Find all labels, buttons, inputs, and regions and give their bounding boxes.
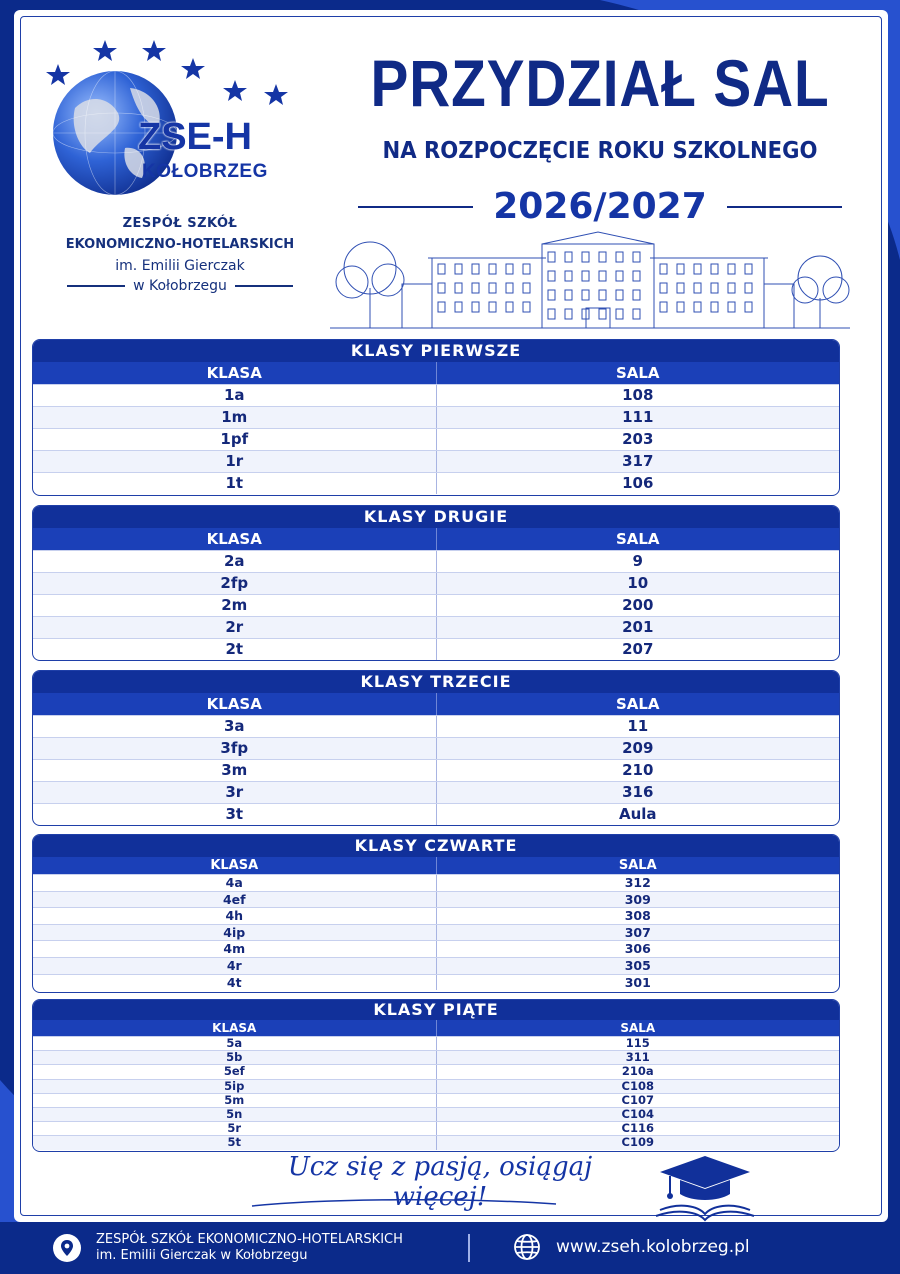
footer-address [96, 1232, 403, 1264]
section-title: KLASY PIĄTE [33, 1000, 839, 1020]
cell-klasa: 2a [33, 551, 437, 572]
table-header [33, 528, 839, 550]
cell-klasa: 1a [33, 385, 437, 406]
table-row [33, 924, 839, 941]
cell-klasa: 4a [33, 875, 437, 891]
cell-sala: 10 [627, 574, 649, 592]
cell-klasa: 1t [33, 473, 437, 494]
cell-sala: 312 [624, 875, 651, 890]
table-header [33, 362, 839, 384]
globe-web-icon [512, 1232, 542, 1262]
cell-klasa: 2fp [33, 573, 437, 594]
school-name [50, 216, 310, 294]
footer-address-line1: ZESPÓŁ SZKÓŁ EKONOMICZNO-HOTELARSKICH [96, 1232, 403, 1247]
footer-address-line2: im. Emilii Gierczak w Kołobrzegu [96, 1248, 308, 1263]
graduation-cap-icon [650, 1150, 760, 1222]
cell-klasa: 5ef [33, 1065, 437, 1078]
column-header-sala: SALA [615, 695, 660, 713]
table-row [33, 1093, 839, 1107]
section-title: KLASY TRZECIE [33, 671, 839, 693]
section-title: KLASY PIERWSZE [33, 340, 839, 362]
table-row [33, 803, 839, 825]
cell-klasa: 5a [33, 1037, 437, 1050]
cell-sala: 106 [622, 474, 654, 492]
cell-sala: 311 [625, 1050, 650, 1065]
section-klasy-trzecie [32, 670, 840, 826]
cell-klasa: 3r [33, 782, 437, 803]
logo-city: KOŁOBRZEG [142, 161, 268, 182]
table-row [33, 1121, 839, 1135]
column-header-klasa: KLASA [33, 1020, 437, 1036]
cell-klasa: 4ef [33, 892, 437, 908]
table-row [33, 1079, 839, 1093]
cell-sala: 306 [624, 941, 651, 957]
cell-sala: 111 [622, 408, 654, 426]
school-name-line1: ZESPÓŁ SZKÓŁ [122, 216, 238, 231]
cell-sala: 308 [624, 908, 651, 924]
building-illustration [310, 228, 858, 332]
table-body [33, 715, 839, 825]
table-row [33, 594, 839, 616]
table-row [33, 1050, 839, 1064]
cell-klasa: 4ip [33, 925, 437, 941]
table-row [33, 907, 839, 924]
table-row [33, 940, 839, 957]
section-klasy-czwarte [32, 834, 840, 993]
cell-sala: 203 [622, 430, 654, 448]
column-header-sala: SALA [618, 858, 657, 873]
year-row [330, 186, 870, 227]
cell-sala: 301 [624, 974, 651, 990]
cell-sala: 200 [622, 596, 654, 614]
table-row [33, 406, 839, 428]
footer-divider [468, 1234, 470, 1262]
table-row [33, 450, 839, 472]
table-row [33, 874, 839, 891]
table-row [33, 1064, 839, 1078]
cell-klasa: 1pf [33, 429, 437, 450]
tree-icon [336, 242, 404, 328]
school-name-line2: EKONOMICZNO-HOTELARSKICH [65, 237, 295, 252]
table-row [33, 957, 839, 974]
table-header [33, 857, 839, 874]
column-header-sala: SALA [615, 364, 660, 382]
table-row [33, 384, 839, 406]
cell-sala: C116 [621, 1121, 654, 1136]
cell-sala: 317 [622, 452, 654, 470]
divider [727, 206, 842, 208]
table-row [33, 428, 839, 450]
cell-klasa: 4r [33, 958, 437, 974]
school-logo [30, 28, 330, 318]
location-pin-icon [52, 1233, 82, 1263]
table-row [33, 737, 839, 759]
table-header [33, 693, 839, 715]
cell-klasa: 2r [33, 617, 437, 638]
footer-website-link[interactable]: www.zseh.kolobrzeg.pl [556, 1237, 750, 1257]
slogan: Ucz się z pasją, osiągaj więcej! [287, 1152, 593, 1212]
cell-klasa: 5t [33, 1136, 437, 1149]
cell-klasa: 2t [33, 639, 437, 660]
cell-klasa: 3t [33, 804, 437, 825]
cell-sala: 201 [622, 618, 654, 636]
cell-sala: 209 [622, 739, 654, 757]
column-header-klasa: KLASA [33, 528, 437, 550]
cell-klasa: 4m [33, 941, 437, 957]
page-subtitle: NA ROZPOCZĘCIE ROKU SZKOLNEGO [382, 138, 818, 164]
cell-sala: 9 [632, 552, 643, 570]
column-header-klasa: KLASA [33, 362, 437, 384]
page-title: PRZYDZIAŁ SAL [370, 46, 830, 120]
column-header-sala: SALA [620, 1021, 656, 1035]
table-row [33, 781, 839, 803]
cell-sala: C107 [621, 1092, 654, 1107]
table-row [33, 1135, 839, 1149]
table-row [33, 1107, 839, 1121]
cell-sala: C104 [621, 1106, 654, 1121]
cell-sala: C109 [621, 1135, 654, 1150]
table-row [33, 638, 839, 660]
cell-klasa: 3fp [33, 738, 437, 759]
tree-icon [792, 256, 849, 328]
cell-sala: 108 [622, 386, 654, 404]
divider [67, 285, 125, 286]
table-row [33, 572, 839, 594]
cell-sala: 210 [622, 761, 654, 779]
column-header-klasa: KLASA [33, 857, 437, 874]
table-row [33, 616, 839, 638]
cell-klasa: 1r [33, 451, 437, 472]
table-row [33, 891, 839, 908]
poster-title [330, 48, 870, 227]
cell-klasa: 5b [33, 1051, 437, 1064]
cell-klasa: 5r [33, 1122, 437, 1135]
table-body [33, 384, 839, 494]
table-row [33, 472, 839, 494]
cell-klasa: 4h [33, 908, 437, 924]
column-header-klasa: KLASA [33, 693, 437, 715]
cell-klasa: 3m [33, 760, 437, 781]
table-row [33, 550, 839, 572]
slogan-underline [250, 1196, 560, 1210]
cell-klasa: 5m [33, 1094, 437, 1107]
cell-klasa: 5ip [33, 1080, 437, 1093]
cell-klasa: 2m [33, 595, 437, 616]
section-klasy-drugie [32, 505, 840, 661]
table-body [33, 1036, 839, 1150]
cell-sala: Aula [618, 805, 657, 823]
cell-sala: 11 [627, 717, 649, 735]
logo-name: ZSE-H [138, 116, 252, 158]
cell-sala: 316 [622, 783, 654, 801]
cell-klasa: 1m [33, 407, 437, 428]
cell-sala: C108 [621, 1078, 654, 1093]
table-header [33, 1020, 839, 1036]
section-title: KLASY CZWARTE [33, 835, 839, 857]
cell-sala: 115 [625, 1036, 650, 1050]
section-klasy-piate [32, 999, 840, 1152]
section-klasy-pierwsze [32, 339, 840, 496]
table-body [33, 874, 839, 990]
footer [0, 1222, 900, 1274]
table-row [33, 715, 839, 737]
cell-sala: 309 [624, 891, 651, 907]
cell-sala: 207 [622, 640, 654, 658]
column-header-sala: SALA [615, 530, 660, 548]
table-row [33, 974, 839, 991]
cell-sala: 307 [624, 924, 651, 940]
cell-klasa: 4t [33, 975, 437, 991]
school-name-line3: im. Emilii Gierczak [115, 258, 245, 274]
divider [235, 285, 293, 286]
table-row [33, 759, 839, 781]
cell-sala: 305 [624, 957, 651, 973]
cell-klasa: 5n [33, 1108, 437, 1121]
school-name-line4: w Kołobrzegu [133, 278, 227, 294]
table-row [33, 1036, 839, 1050]
school-name-line4-row [50, 278, 310, 294]
cell-sala: 210a [621, 1064, 654, 1079]
cell-klasa: 3a [33, 716, 437, 737]
school-year: 2026/2027 [493, 186, 707, 227]
section-title: KLASY DRUGIE [33, 506, 839, 528]
divider [358, 206, 473, 208]
table-body [33, 550, 839, 660]
